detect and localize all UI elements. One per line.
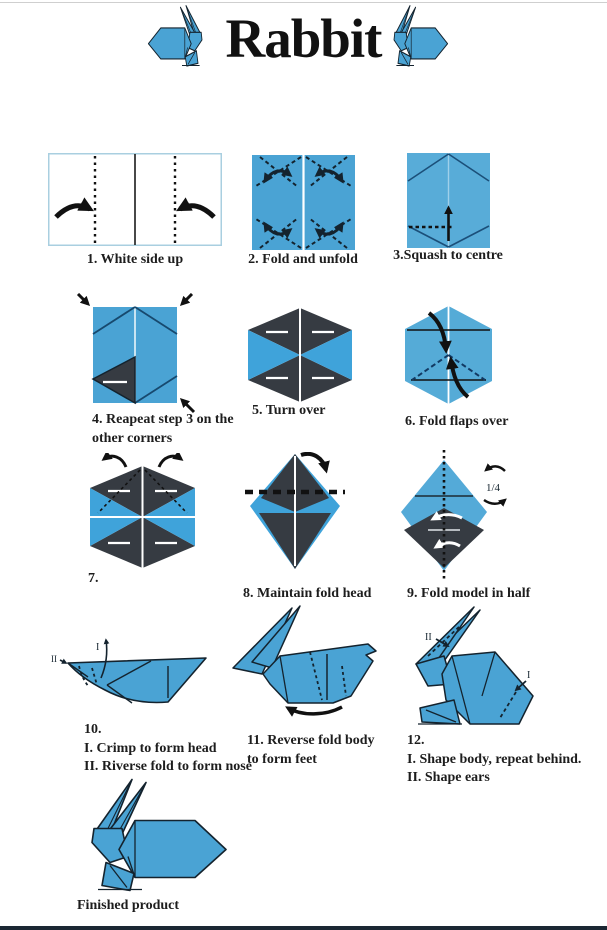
finished-product-diagram xyxy=(82,776,232,902)
step-10-diagram xyxy=(48,628,216,716)
step-4-caption: 4. Reapeat step 3 on the other corners xyxy=(92,412,234,446)
step-7-diagram xyxy=(90,453,195,568)
step-12-caption: 12. I. Shape body, repeat behind. II. Shape ears xyxy=(407,733,582,785)
step-10-caption: 10. I. Crimp to form head II. Riverse fold to form nose xyxy=(84,722,252,774)
rabbit-icon xyxy=(146,4,206,72)
crimp-label-I: I xyxy=(96,642,100,653)
step-2-caption: 2. Fold and unfold xyxy=(248,252,358,267)
step-8-diagram xyxy=(245,452,345,572)
step-2-diagram xyxy=(252,155,355,250)
step-9-caption: 9. Fold model in half xyxy=(407,586,531,601)
shape-label-I: I xyxy=(527,670,531,681)
shape-label-II: II xyxy=(425,632,432,643)
fraction-label: 1/4 xyxy=(486,482,501,494)
step-6-caption: 6. Fold flaps over xyxy=(405,414,509,429)
step-8-caption: 8. Maintain fold head xyxy=(243,586,372,601)
step-11-diagram xyxy=(230,604,382,718)
step-11-caption: 11. Reverse fold body to form feet xyxy=(247,733,375,767)
step-3-diagram xyxy=(407,153,490,248)
step-5-diagram xyxy=(248,308,352,402)
step-9-diagram xyxy=(400,450,510,582)
step-1-diagram xyxy=(48,153,222,246)
step-3-caption: 3.Squash to centre xyxy=(393,248,503,263)
crimp-label-II: II xyxy=(51,654,57,664)
bottom-bar xyxy=(0,926,607,930)
step-1-caption: 1. White side up xyxy=(86,252,184,267)
finished-product-caption: Finished product xyxy=(77,898,180,913)
step-5-caption: 5. Turn over xyxy=(252,403,326,418)
step-6-diagram xyxy=(405,306,492,404)
step-7-caption: 7. xyxy=(88,571,99,586)
step-12-diagram xyxy=(398,604,540,728)
rabbit-icon xyxy=(390,4,450,72)
page-title: Rabbit xyxy=(225,8,382,69)
step-4-diagram xyxy=(75,293,197,415)
